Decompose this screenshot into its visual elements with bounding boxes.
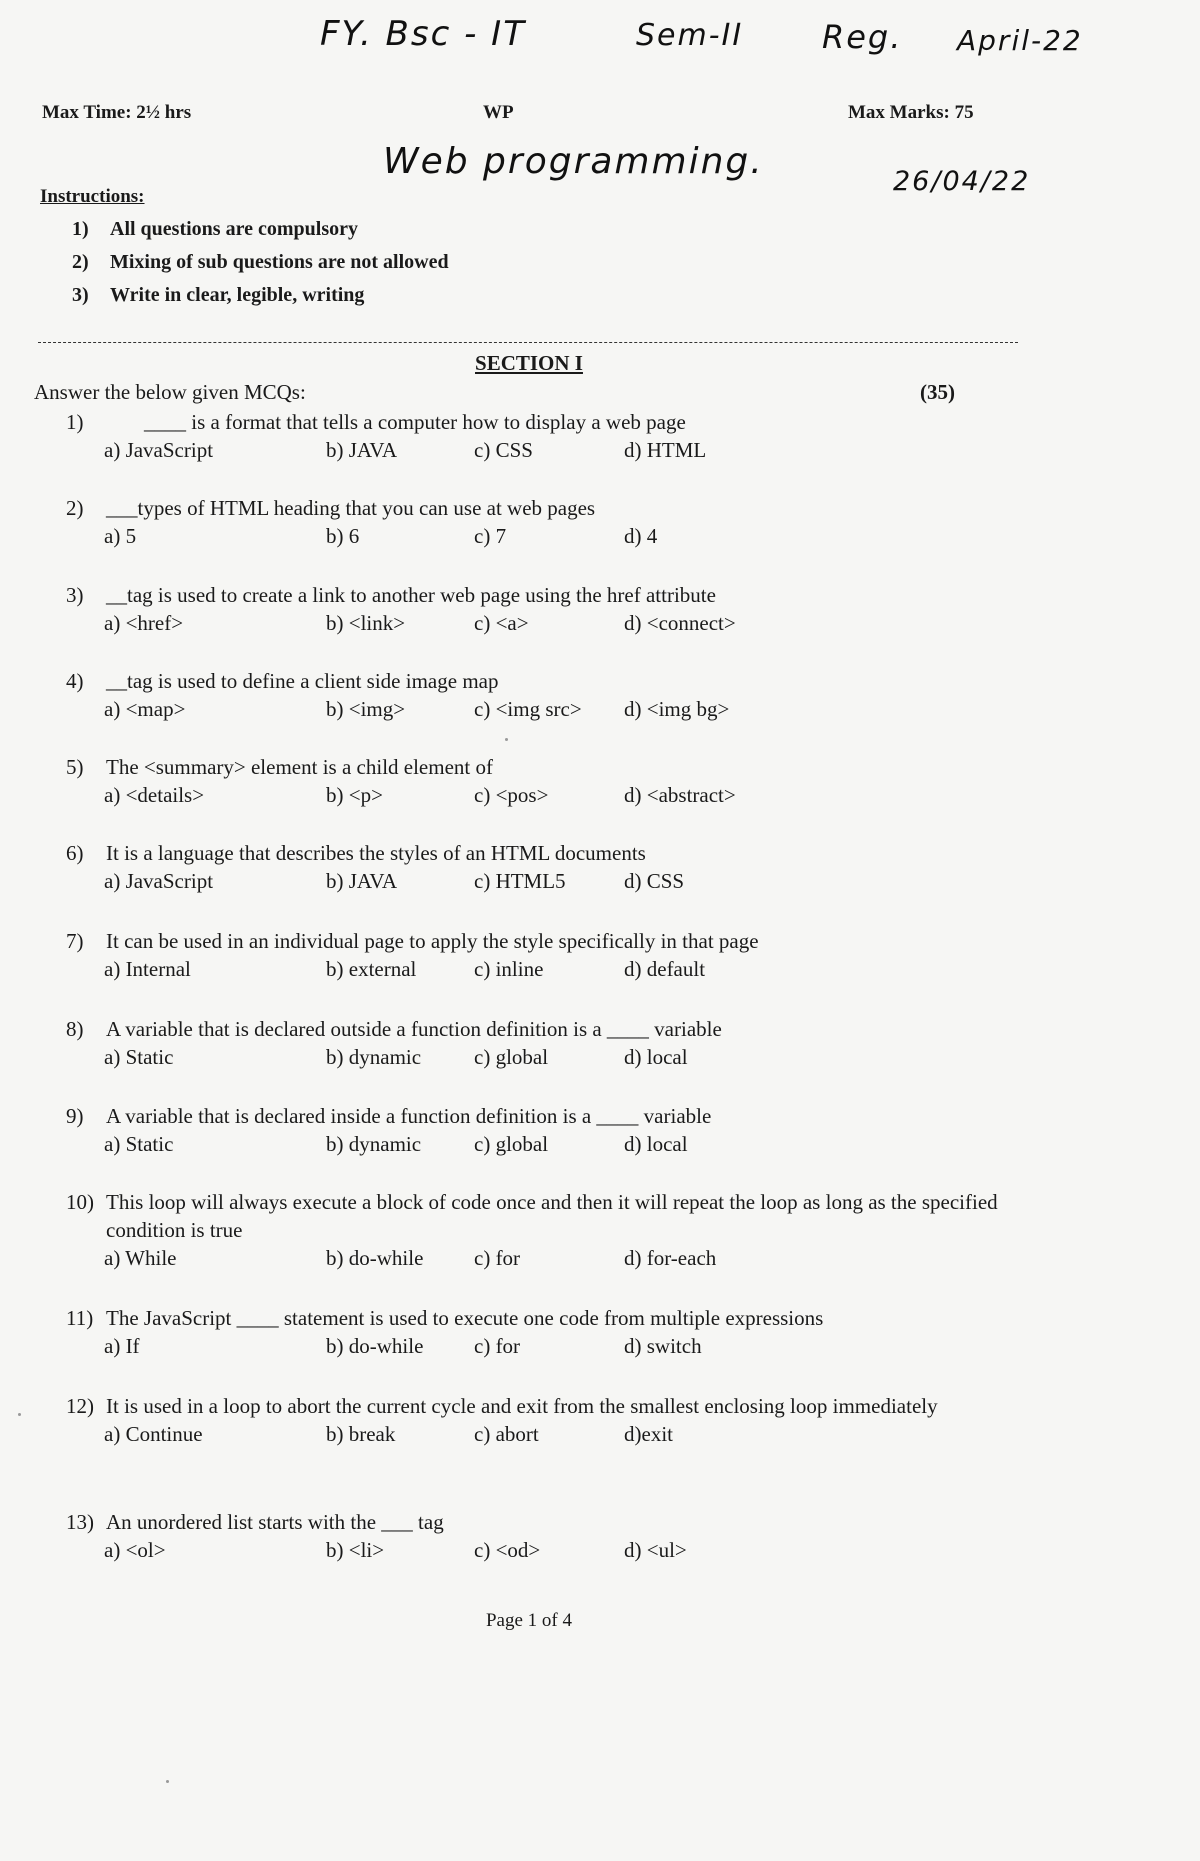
question-item [66,1304,1016,1360]
option-a: a) Internal [104,957,191,981]
option-c: c) for [474,1246,521,1270]
scan-speck [505,738,508,741]
section-marks: (35) [920,380,955,404]
question-number: 13) [66,1510,94,1534]
question-text: It can be used in an individual page to apply the style specifically in that page [106,929,759,953]
option-d: d) CSS [624,869,685,893]
question-item [66,494,1016,550]
option-d: d)exit [624,1422,673,1446]
option-c: c) for [474,1334,521,1358]
question-number: 2) [66,496,84,520]
scan-speck [166,1780,169,1783]
option-b: b) do-while [326,1334,424,1358]
question-number: 4) [66,669,84,693]
question-number: 10) [66,1190,94,1214]
question-text: It is used in a loop to abort the current cycle and exit from the smallest enclosing loop immediately [106,1394,938,1418]
instruction-text: Mixing of sub questions are not allowed [110,251,449,273]
paper-code: WP [483,102,514,123]
question-text: A variable that is declared inside a function definition is a ____ variable [106,1104,712,1128]
option-b: b) dynamic [326,1045,422,1069]
option-b: b) do-while [326,1246,424,1270]
question-item [66,839,1016,895]
option-a: a) Static [104,1045,174,1069]
section-instruction: Answer the below given MCQs: [34,380,306,404]
question-item [66,408,1016,464]
instruction-text: All questions are compulsory [110,218,358,240]
question-item [66,1188,1016,1272]
option-b: b) break [326,1422,396,1446]
question-number: 11) [66,1306,94,1330]
option-b: b) <li> [326,1538,385,1562]
question-number: 1) [66,410,84,434]
option-c: c) global [474,1045,549,1069]
question-number: 8) [66,1017,84,1041]
question-text: The <summary> element is a child element of [106,755,493,779]
option-row [104,522,1016,550]
max-time: Max Time: 2½ hrs [42,102,192,123]
option-b: b) JAVA [326,438,397,462]
instruction-item [72,284,449,317]
option-b: b) <p> [326,783,383,807]
handwritten-course: FY. Bsc - IT [320,14,526,54]
option-d: d) switch [624,1334,702,1358]
option-d: d) local [624,1045,688,1069]
option-c: c) abort [474,1422,539,1446]
option-row [104,1536,1016,1564]
option-row [104,955,1016,983]
handwritten-sem: Sem-II [636,18,744,53]
instructions-list [72,218,449,317]
question-number: 12) [66,1394,94,1418]
question-item [66,581,1016,637]
option-d: d) <connect> [624,611,736,635]
option-c: c) <img src> [474,697,582,721]
question-item [66,753,1016,809]
option-a: a) 5 [104,524,137,548]
option-c: c) global [474,1132,549,1156]
question-number: 7) [66,929,84,953]
option-row [104,1420,1016,1448]
question-item [66,667,1016,723]
instruction-number: 3) [72,284,89,306]
question-text: ____ is a format that tells a computer how to display a web page [144,410,686,434]
question-text: This loop will always execute a block of code once and then it will repeat the loop as long as the specified condition is true [106,1190,998,1242]
option-b: b) <link> [326,611,406,635]
option-row [104,436,1016,464]
option-a: a) <href> [104,611,184,635]
question-text: ___types of HTML heading that you can use at web pages [106,496,596,520]
instructions-title: Instructions: [40,186,145,207]
option-row [104,695,1016,723]
option-d: d) <img bg> [624,697,730,721]
option-row [104,1332,1016,1360]
instruction-number: 1) [72,218,89,240]
option-b: b) external [326,957,417,981]
question-number: 9) [66,1104,84,1128]
option-d: d) HTML [624,438,707,462]
section-title: SECTION I [475,351,583,375]
option-c: c) HTML5 [474,869,566,893]
question-text: __tag is used to create a link to another web page using the href attribute [106,583,716,607]
question-text: It is a language that describes the styles of an HTML documents [106,841,646,865]
option-row [104,1244,1016,1272]
handwritten-reg: Reg. [822,18,903,56]
question-number: 6) [66,841,84,865]
instruction-item [72,251,449,284]
question-item [66,1102,1016,1158]
question-item [66,1508,1016,1564]
option-a: a) JavaScript [104,438,214,462]
scan-speck [18,1413,21,1416]
question-text: __tag is used to define a client side image map [106,669,499,693]
option-d: d) 4 [624,524,658,548]
option-d: d) for-each [624,1246,717,1270]
question-text: A variable that is declared outside a function definition is a ____ variable [106,1017,722,1041]
instruction-item [72,218,449,251]
option-a: a) <details> [104,783,205,807]
option-a: a) JavaScript [104,869,214,893]
option-c: c) inline [474,957,544,981]
option-c: c) <pos> [474,783,549,807]
option-a: a) <map> [104,697,186,721]
question-item [66,1392,1016,1448]
option-d: d) <ul> [624,1538,687,1562]
option-d: d) local [624,1132,688,1156]
option-c: c) <od> [474,1538,541,1562]
option-row [104,1043,1016,1071]
option-b: b) <img> [326,697,406,721]
option-row [104,781,1016,809]
handwritten-date: 26/04/22 [893,166,1031,197]
divider [38,342,1018,343]
option-a: a) If [104,1334,140,1358]
option-row [104,867,1016,895]
handwritten-month: April-22 [957,24,1083,57]
option-a: a) Continue [104,1422,203,1446]
option-d: d) default [624,957,706,981]
instruction-text: Write in clear, legible, writing [110,284,365,306]
option-row [104,1130,1016,1158]
option-b: b) JAVA [326,869,397,893]
option-a: a) While [104,1246,177,1270]
option-row [104,609,1016,637]
question-item [66,927,1016,983]
option-b: b) 6 [326,524,360,548]
question-number: 5) [66,755,84,779]
option-c: c) CSS [474,438,533,462]
option-b: b) dynamic [326,1132,422,1156]
option-a: a) Static [104,1132,174,1156]
question-text: An unordered list starts with the ___ tag [106,1510,444,1534]
option-a: a) <ol> [104,1538,166,1562]
page-number: Page 1 of 4 [485,1610,572,1631]
option-c: c) <a> [474,611,529,635]
option-d: d) <abstract> [624,783,736,807]
question-number: 3) [66,583,84,607]
max-marks: Max Marks: 75 [848,102,974,123]
question-text: The JavaScript ____ statement is used to execute one code from multiple expressions [106,1306,824,1330]
instruction-number: 2) [72,251,89,273]
question-item [66,1015,1016,1071]
handwritten-subject: Web programming. [383,141,764,182]
option-c: c) 7 [474,524,507,548]
